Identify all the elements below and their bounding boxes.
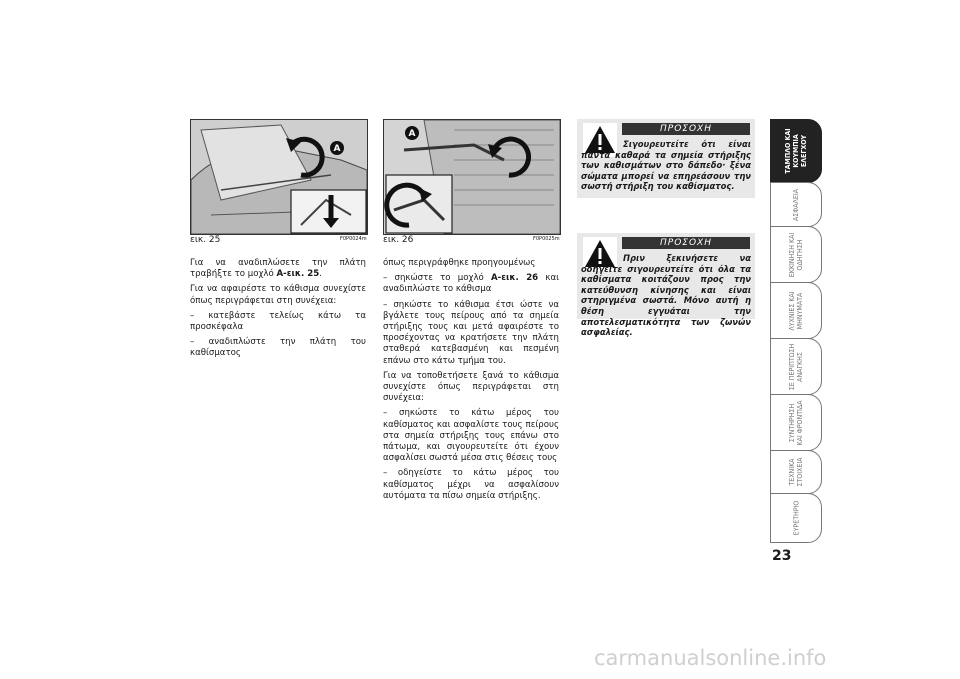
figure-25-caption: εικ. 25 — [190, 235, 221, 245]
figure-26-image — [383, 119, 561, 235]
paragraph: Για να αναδιπλώσετε την πλάτη τραβήξτε το μοχλό A-εικ. 25. — [190, 258, 366, 280]
paragraph: – σηκώστε το μοχλό A-εικ. 26 και αναδιπλώστε το κάθισμα — [383, 273, 560, 295]
warning-heading: ΠΡΟΣΟΧΗ — [622, 237, 750, 249]
tab-label: ΑΣΦΑΛΕΙΑ — [792, 188, 800, 221]
column-1-text — [190, 258, 366, 364]
warning-heading: ΠΡΟΣΟΧΗ — [622, 123, 750, 135]
tab-dashboard-controls[interactable] — [770, 119, 822, 183]
tab-lights-messages[interactable] — [770, 282, 822, 339]
tab-label: ΛΥΧΝΙΕΣ ΚΑΙ ΜΗΝΥΜΑΤΑ — [788, 290, 804, 331]
warning-box-1 — [577, 119, 755, 198]
tab-label: ΤΑΜΠΛΟ ΚΑΙ ΚΟΥΜΠΙΑ ΕΛΕΓΧΟΥ — [784, 128, 808, 174]
paragraph: – σηκώστε το κάθισμα έτσι ώστε να βγάλετε τους πείρους από τα σημεία στήριξης τους και μετά αφαιρέστε το προσέχοντας να κρατήσετε την πλάτη σταθερά κατεβασμένη και πεσμένη επάνω στο κάτω τμήμα του. — [383, 299, 559, 366]
tab-label: ΣΕ ΠΕΡΙΠΤΩΣΗ ΑΝΑΓΚΗΣ — [788, 343, 804, 390]
tab-safety[interactable] — [770, 182, 822, 227]
tab-label: ΣΥΝΤΗΡΗΣΗ ΚΑΙ ΦΡΟΝΤΙΔΑ — [788, 399, 804, 446]
figure-25-marker: A — [333, 144, 341, 154]
tab-label: ΤΕΧΝΙΚΑ ΣΤΟΙΧΕΙΑ — [788, 457, 804, 487]
warning-text: Σιγουρευτείτε ότι είναι πάντα καθαρά τα σημεία στήριξης των καθισμάτων στο δάπεδο· ξένα σώματα μπορεί να επηρεάσουν την σωστή στήριξη του καθίσματος. — [581, 139, 751, 192]
seat-lever-illustration — [191, 120, 367, 234]
figure-25-code: F0P0024m — [340, 236, 367, 242]
column-2-text — [383, 258, 559, 506]
tab-label: ΕΚΚΙΝΗΣΗ ΚΑΙ ΟΔΗΓΗΣΗ — [788, 232, 804, 277]
paragraph: όπως περιγράφθηκε προηγουμένως — [383, 258, 536, 268]
paragraph: Για να τοποθετήσετε ξανά το κάθισμα συνεχίστε όπως περιγράφεται στη συνέχεια: — [383, 370, 559, 404]
tab-maintenance[interactable] — [770, 394, 822, 451]
warning-text: Πριν ξεκινήσετε να οδηγείτε σιγουρευτείτε ότι όλα τα καθίσματα κοιτάζουν προς την κατεύθυνση κίνησης και είναι στηριγμένα σωστά. Μόνο αυτή η θέση εγγυάται την αποτελεσματικότητα των ζωνών ασφαλείας. — [581, 253, 751, 338]
paragraph: – σηκώστε το κάτω μέρος του καθίσματος και ασφαλίστε τους πείρους στα σημεία στήριξης τους επάνω στο πάτωμα, και σιγουρευτείτε ότι έχουν ασφαλίσει σωστά μέσα στις θέσεις τους — [383, 408, 559, 464]
paragraph: – οδηγείστε το κάτω μέρος του καθίσματος μέχρι να ασφαλίσουν αυτόματα τα πίσω σημεία στήριξης. — [383, 468, 559, 501]
tab-label: ΕΥΡΕΤΗΡΙΟ — [791, 500, 800, 536]
paragraph: – αναδιπλώστε την πλάτη του καθίσματος — [190, 337, 366, 359]
figure-26-caption: εικ. 26 — [383, 235, 414, 245]
paragraph: Για να αφαιρέστε το κάθισμα συνεχίστε όπως περιγράφεται στη συνέχεια: — [190, 284, 366, 306]
tab-starting-driving[interactable] — [770, 226, 822, 283]
page-number: 23 — [772, 548, 792, 564]
tab-emergency[interactable] — [770, 338, 822, 395]
warning-box-2 — [577, 233, 755, 338]
tab-technical-data[interactable] — [770, 450, 822, 494]
tab-index[interactable] — [770, 493, 822, 543]
seat-removal-illustration — [384, 120, 560, 234]
watermark: carmanualsonline.info — [594, 646, 827, 670]
figure-26-marker: A — [408, 129, 416, 139]
paragraph: – κατεβάστε τελείως κάτω τα προσκέφαλα — [190, 310, 366, 333]
figure-25-image — [190, 119, 368, 235]
figure-26-code: F0P0025m — [533, 236, 560, 242]
